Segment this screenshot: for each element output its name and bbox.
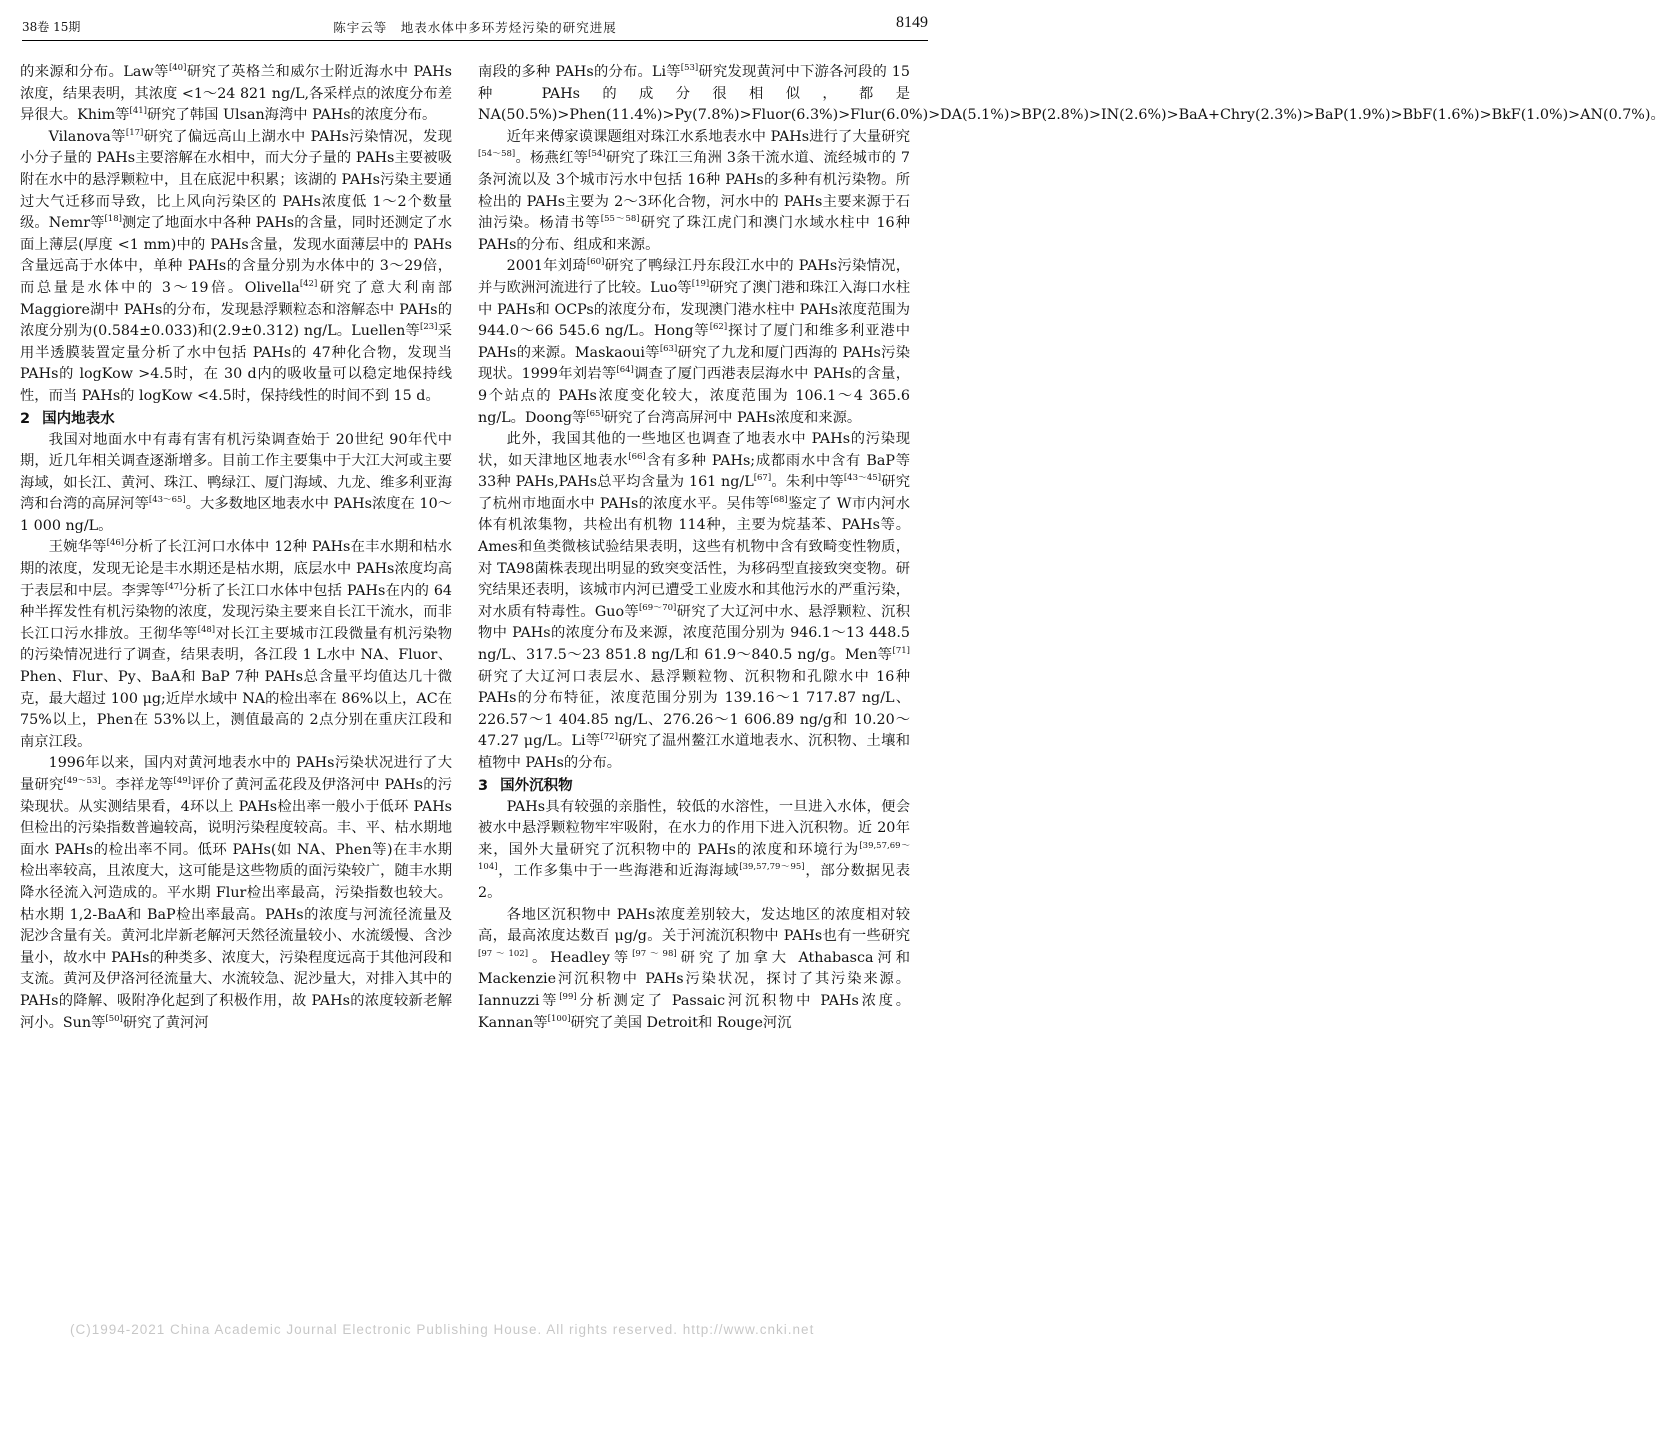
- paragraph: [478, 256, 910, 429]
- text-run: 。李祥龙等: [100, 777, 174, 793]
- page-number: 8149: [896, 14, 928, 31]
- paragraph: [478, 797, 910, 905]
- citation-ref: [46]: [106, 538, 125, 549]
- section-title: 国内地表水: [42, 410, 115, 427]
- citation-ref: [54～58]: [478, 149, 516, 160]
- text-run: 各地区沉积物中 PAHs浓度差别较大，发达地区的浓度相对较高，最高浓度达数百 μg/g。关于河流沉积物中 PAHs也有一些研究: [478, 906, 910, 945]
- citation-ref: [66]: [628, 451, 646, 462]
- text-run: 评价了黄河孟花段及伊洛河中 PAHs的污染现状。从实测结果看，4环以上 PAHs检出率一般小于低环 PAHs但检出的污染指数普遍较高，说明污染程度较高。丰、平、枯水期地面水 PAHs的检出率不同。低环 PAHs(如 NA、Phen等)在丰水期检出率较高，且浓度大，这可能是这些物质的面污染较广，随丰水期降水径流入河造成的。平水期 Flur检出率最高，污染指数也较大。枯水期 1,2-BaA和 BaP检出率最高。PAHs的浓度与河流径流量及泥沙含量有关。黄河北岸新老解河天然径流量较小、水流缓慢、含沙量小，故水中 PAHs的种类多、浓度大，污染程度远高于其他河段和支流。黄河及伊洛河径流量大、水流较急、泥沙量大，对排入其中的 PAHs的降解、吸附净化起到了积极作用，故 PAHs的浓度较新老解河小。Sun等: [20, 777, 453, 1031]
- paragraph: [20, 62, 452, 127]
- citation-ref: [62]: [709, 322, 728, 333]
- text-run: 分析了长江口水体中包括 PAHs在内的 64种半挥发性有机污染物的浓度，发现污染主要来自长江干流水，而非长江口污水排放。王彻华等: [20, 582, 453, 642]
- volume-issue: 38卷 15期: [22, 20, 81, 34]
- text-run: 研究了大辽河中水、悬浮颗粒、沉积物中 PAHs的浓度分布及来源，浓度范围分别为 946.1～13 448.5 ng/L、317.5～23 851.8 ng/L和 61.9～840.5 ng/g。Men等: [478, 603, 911, 664]
- text-run: 。大多数地区地表水中 PAHs浓度在 10～1 000 ng/L。: [20, 496, 453, 534]
- paragraph: [20, 430, 452, 538]
- text-run: 对长江主要城市江段微量有机污染物的污染情况进行了调查，结果表明，各江段 1 L水中 NA、Fluor、Phen、Flur、Py、BaA和 BaP 7种 PAHs总含量平均值达几十微克，最大超过 100 μg;近岸水域中 NA的检出率在 86%以上，AC在 75%以上，Phen在 53%以上，测值最高的 2点分别在重庆江段和南京江段。: [20, 625, 453, 750]
- citation-ref: [60]: [586, 257, 605, 268]
- citation-ref: [65]: [586, 408, 604, 419]
- citation-ref: [39,57,79～95]: [739, 862, 805, 873]
- text-run: 研究了韩国 Ulsan海湾中 PAHs的浓度分布。: [146, 107, 437, 124]
- citation-ref: [17]: [125, 128, 144, 139]
- section-number: 3: [478, 777, 489, 794]
- citation-ref: [40]: [168, 63, 187, 74]
- citation-ref: [67]: [753, 473, 772, 484]
- text-run: 2001年刘琦: [506, 258, 587, 275]
- copyright-watermark: (C)1994-2021 China Academic Journal Electronic Publishing House. All rights reserved. http://www.cnki.net: [70, 1322, 815, 1337]
- citation-ref: [50]: [105, 1013, 123, 1024]
- text-run: 王婉华等: [48, 539, 107, 556]
- text-run: 近年来傅家谟课题组对珠江水系地表水中 PAHs进行了大量研究: [506, 128, 910, 145]
- citation-ref: [55～58]: [600, 214, 640, 225]
- text-run: 研究了加拿大 Athabasca河和 Mackenzie河沉积物中 PAHs污染状况，探讨了其污染来源。Iannuzzi等: [478, 949, 910, 1009]
- text-run: 研究了温州鳌江水道地表水、沉积物、土壤和植物中 PAHs的分布。: [478, 733, 911, 771]
- text-run: 采用半透膜装置定量分析了水中包括 PAHs的 47种化合物，发现当 PAHs的 logKow >4.5时，在 30 d内的吸收量可以稳定地保持线性，而当 PAHs的 logKow <4.5时，保持线性的时间不到 15 d。: [20, 323, 453, 404]
- section-heading: [478, 775, 910, 797]
- paragraph: [20, 127, 452, 408]
- citation-ref: [97～102]: [478, 948, 529, 959]
- header-rule: [22, 40, 928, 41]
- citation-ref: [42]: [299, 279, 318, 290]
- paragraph: [478, 62, 1665, 127]
- text-run: 研究了九龙和厦门西海的 PAHs污染现状。1999年刘岩等: [478, 344, 910, 383]
- citation-ref: [63]: [659, 343, 678, 354]
- paragraph: [20, 537, 452, 753]
- citation-ref: [41]: [129, 106, 147, 117]
- citation-ref: [18]: [104, 214, 122, 225]
- citation-ref: [49]: [173, 776, 191, 787]
- text-run: 研究了台湾高屏河中 PAHs浓度和来源。: [603, 409, 862, 426]
- text-run: 研究了黄河河: [122, 1014, 209, 1031]
- citation-ref: [100]: [547, 1013, 571, 1024]
- citation-ref: [19]: [691, 279, 710, 290]
- text-run: 研究了澳门港和珠江入海口水柱中 PAHs和 OCPs的浓度分布，发现澳门港水柱中 PAHs浓度范围为 944.0～66 545.6 ng/L。Hong等: [478, 279, 910, 340]
- citation-ref: [49～53]: [63, 776, 101, 787]
- citation-ref: [47]: [165, 581, 183, 592]
- text-run: 。Headley等: [528, 949, 633, 966]
- right-column: [478, 62, 1665, 1034]
- text-run: ，部分数据见表 2。: [478, 863, 910, 901]
- text-run: 。朱利中等: [771, 474, 844, 491]
- citation-ref: [64]: [616, 365, 634, 376]
- text-run: 此外，我国其他的一些地区也调查了地表水中 PAHs的污染现状，如天津地区地表水: [478, 431, 910, 469]
- text-run: 的来源和分布。Law等: [20, 64, 169, 80]
- section-number: 2: [20, 410, 31, 427]
- text-run: 研究了杭州市地面水中 PAHs的浓度水平。吴伟等: [478, 474, 911, 512]
- citation-ref: [23]: [420, 322, 438, 333]
- citation-ref: [48]: [197, 625, 216, 636]
- text-run: 分析了长江河口水体中 12种 PAHs在丰水期和枯水期的浓度，发现无论是丰水期还是枯水期，底层水中 PAHs浓度均高于表层和中层。李霁等: [20, 539, 453, 599]
- text-run: 探讨了厦门和维多利亚港中 PAHs的来源。Maskaoui等: [478, 323, 911, 361]
- text-run: 研究了美国 Detroit和 Rouge河沉: [570, 1014, 792, 1031]
- text-run: PAHs具有较强的亲脂性，较低的水溶性，一旦进入水体，便会被水中悬浮颗粒物牢牢吸附，在水力的作用下进入沉积物。近 20年来，国外大量研究了沉积物中的 PAHs的浓度和环境行为: [478, 798, 910, 858]
- text-run: 研究了珠江三角洲 3条干流水道、流经城市的 7条河流以及 3个城市污水中包括 16种 PAHs的多种有机污染物。所检出的 PAHs主要为 2～3环化合物，河水中的 PAHs主要来源于石油污染。杨清书等: [478, 150, 911, 232]
- text-run: Vilanova等: [48, 128, 126, 145]
- paragraph: [478, 127, 910, 257]
- citation-ref: [43～65]: [148, 495, 186, 506]
- text-run: 研究了珠江虎门和澳门水域水柱中 16种 PAHs的分布、组成和来源。: [478, 215, 910, 253]
- text-run: 鉴定了 W市内河水体有机浓集物，共检出有机物 114种，主要为烷基苯、PAHs等。Ames和鱼类微核试验结果表明，这些有机物中含有致畸变性物质，对 TA98菌株表现出明显的致突变活性，为移码型直接致突变物。研究结果还表明，该城市内河已遭受工业废水和其他污水的严重污染，对水质有特毒性。Guo等: [478, 495, 910, 620]
- text-run: 研究了意大利南部 Maggiore湖中 PAHs的分布，发现悬浮颗粒态和溶解态中 PAHs的浓度分别为(0.584±0.033)和(2.9±0.312) ng/L。Luellen等: [20, 279, 453, 340]
- paragraph: [20, 753, 452, 1034]
- text-run: 研究了鸭绿江丹东段江水中的 PAHs污染情况，并与欧洲河流进行了比较。Luo等: [478, 258, 911, 296]
- text-run: ，工作多集中于一些海港和近海海域: [497, 863, 740, 880]
- text-run: 。杨燕红等: [515, 150, 589, 167]
- text-run: 研究发现黄河中下游各河段的 15种 PAHs的成分很相似，都是 NA(50.5%)>Phen(11.4%)>Py(7.8%)>Fluor(6.3%)>Flur(6.0%)>DA(5.1%)>BP(2.8%)>IN(2.6%)>BaA+Chry(2.3%)>BaP(1.9%)>BbF(1.6%)>BkF(1.0%)>AN(0.7%)。: [478, 64, 1665, 124]
- text-run: 含有多种 PAHs;成都雨水中含有 BaP等 33种 PAHs,PAHs总平均含量为 161 ng/L: [478, 452, 911, 491]
- citation-ref: [97～98]: [632, 948, 677, 959]
- running-title: 陈宇云等 地表水体中多环芳烃污染的研究进展: [333, 20, 617, 35]
- text-run: 我国对地面水中有毒有害有机污染调查始于 20世纪 90年代中期，近几年相关调查逐渐增多。目前工作主要集中于大江大河或主要海域，如长江、黄河、珠江、鸭绿江、厦门海域、九龙、维多利亚海湾和台湾的高屏河等: [20, 431, 452, 513]
- paragraph: [478, 429, 910, 775]
- text-run: 研究了英格兰和威尔士附近海水中 PAHs浓度，结果表明，其浓度 <1～24 821 ng/L,各采样点的浓度分布差异很大。Khim等: [20, 64, 452, 124]
- citation-ref: [54]: [588, 149, 606, 160]
- text-run: 1996年以来，国内对黄河地表水中的 PAHs污染状况进行了大量研究: [20, 755, 452, 793]
- text-run: 研究了偏远高山上湖水中 PAHs污染情况，发现小分子量的 PAHs主要溶解在水相中，而大分子量的 PAHs主要被吸附在水中的悬浮颗粒中，且在底泥中积累；该湖的 PAHs污染主要通过大气迁移而导致，比上风向污染区的 PAHs浓度低 1～2个数量级。Nemr等: [20, 128, 452, 232]
- section-title: 国外沉积物: [500, 777, 573, 794]
- text-run: 调查了厦门西港表层海水中 PAHs的含量，9个站点的 PAHs浓度变化较大，浓度范围为 106.1～4 365.6 ng/L。Doong等: [478, 366, 910, 426]
- citation-ref: [53]: [680, 63, 699, 74]
- citation-ref: [71]: [892, 646, 910, 657]
- page-header: [22, 14, 928, 40]
- citation-ref: [39,57,69～104]: [478, 841, 911, 873]
- citation-ref: [69～70]: [638, 603, 677, 614]
- text-run: 分析测定了 Passaic河沉积物中 PAHs浓度。Kannan等: [478, 992, 910, 1031]
- text-run: 研究了大辽河口表层水、悬浮颗粒物、沉积物和孔隙水中 16种 PAHs的分布特征，浓度范围分别为 139.16～1 717.87 ng/L、226.57～1 404.85 ng/L、276.26～1 606.89 ng/g和 10.20～47.27 μg/L。Li等: [478, 668, 910, 750]
- text-run: 南段的多种 PAHs的分布。Li等: [478, 64, 681, 80]
- paragraph: [478, 905, 910, 1035]
- text-run: 测定了地面水中各种 PAHs的含量，同时还测定了水面上薄层(厚度 <1 mm)中的 PAHs含量，发现水面薄层中的 PAHs含量远高于水体中，单种 PAHs的含量分别为水体中的 3～29倍，而总量是水体中的 3～19倍。Olivella: [20, 215, 452, 296]
- citation-ref: [43～45]: [843, 473, 882, 484]
- citation-ref: [99]: [559, 992, 577, 1003]
- citation-ref: [68]: [770, 495, 788, 506]
- section-heading: [20, 408, 452, 430]
- citation-ref: [72]: [600, 732, 618, 743]
- left-column: [20, 62, 452, 1034]
